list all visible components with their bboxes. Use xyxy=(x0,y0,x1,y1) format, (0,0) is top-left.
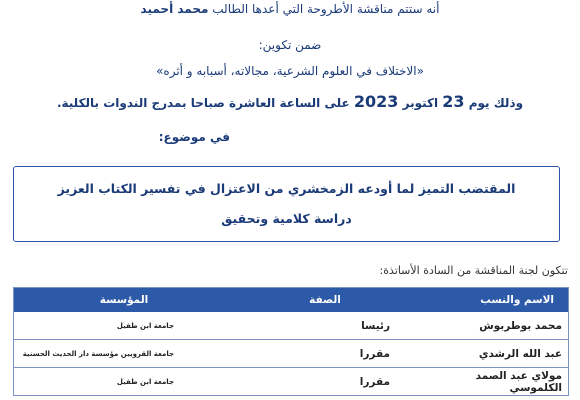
date-prefix: وذلك يوم xyxy=(468,96,524,110)
date-year: 2023 xyxy=(353,92,399,111)
date-line xyxy=(0,92,580,111)
intro-line xyxy=(0,2,580,16)
topic-label: في موضوع: xyxy=(158,130,230,144)
table-header-row xyxy=(14,288,569,313)
topic-title: المقتضب التميز لما أودعه الزمخشري من الاعتزال في تفسير الكتاب العزيز xyxy=(57,181,516,196)
member-name: محمد بوطربوش xyxy=(416,312,569,340)
member-institution: جامعة ابن طفيل xyxy=(14,312,235,340)
table-row xyxy=(14,368,569,396)
table-row xyxy=(14,312,569,340)
date-day: 23 xyxy=(442,92,465,111)
date-suffix: على الساعة العاشرة صباحا بمدرج الندوات بالكلية. xyxy=(56,96,350,110)
intro-prefix: أنه ستتم مناقشة الأطروحة التي أعدها الطالب xyxy=(212,2,440,16)
program-title: «الاختلاف في العلوم الشرعية، مجالاته، أسبابه و أثره» xyxy=(156,64,424,78)
member-role: مقررا xyxy=(234,368,416,396)
header-role: الصفة xyxy=(234,288,416,313)
committee-table xyxy=(13,287,569,396)
committee-intro: تتكون لجنة المناقشة من السادة الأساتذة: xyxy=(379,264,568,277)
member-role: رئيسا xyxy=(234,312,416,340)
member-role: مقررا xyxy=(234,340,416,368)
table-row xyxy=(14,340,569,368)
member-institution: جامعة القرويين مؤسسة دار الحديث الحسنية xyxy=(14,340,235,368)
student-name: محمد أحميد xyxy=(140,2,209,16)
training-label: ضمن تكوين: xyxy=(258,38,322,52)
topic-subtitle: دراسة كلامية وتحقيق xyxy=(221,211,352,226)
member-name: مولاي عبد الصمد الكلموسي xyxy=(416,368,569,396)
member-name: عبد الله الرشدي xyxy=(416,340,569,368)
date-month: اكتوبر xyxy=(402,96,439,110)
header-institution: المؤسسة xyxy=(14,288,235,313)
header-name: الاسم والنسب xyxy=(416,288,569,313)
member-institution: جامعة ابن طفيل xyxy=(14,368,235,396)
topic-box xyxy=(13,166,560,242)
